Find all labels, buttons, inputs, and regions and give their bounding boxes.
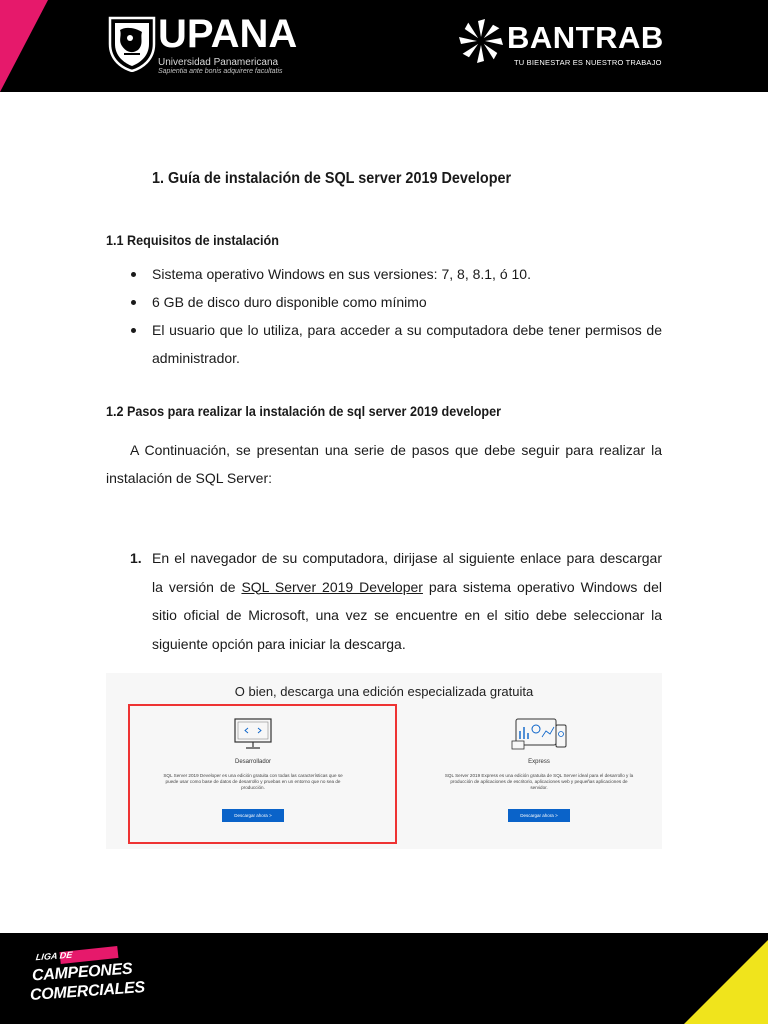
express-edition-card [414,709,664,839]
header-pink-corner [0,0,48,92]
document-title: 1. Guía de instalación de SQL server 2019 Developer [152,170,512,187]
devices-chart-icon [510,717,570,751]
list-item [131,316,691,372]
page-footer [0,933,768,1024]
section-heading-pasos: 1.2 Pasos para realizar la instalación de sql server 2019 developer [106,403,502,419]
upana-subtitle: Universidad Panamericana [158,57,279,68]
logo-line-1: LIGA DE [35,949,73,963]
list-item-text: El usuario que lo utiliza, para acceder a su computadora debe tener permisos de administrador. [152,322,662,366]
list-item-text: Sistema operativo Windows en sus versiones: 7, 8, 8.1, ó 10. [152,266,531,282]
bantrab-star-icon [456,16,506,66]
bantrab-tagline: TU BIENESTAR ES NUESTRO TRABAJO [514,58,662,67]
requirements-list [131,260,691,372]
card-description: SQL Server 2019 Express es una edición gratuita de SQL Server ideal para el desarrollo y la producción de aplicaciones de escritorio, aplicaciones web y pequeñas aplicaciones de servidor. [444,773,634,790]
card-label: Desarrollador [234,759,271,765]
logo-line-3: COMERCIALES [29,979,146,1004]
upana-name: UPANA [158,12,298,56]
list-item-text: 6 GB de disco duro disponible como mínimo [152,294,427,310]
footer-yellow-corner [684,940,768,1024]
download-express-button[interactable]: Descargar ahora > [508,809,570,822]
bullet-icon [131,328,136,333]
sql-server-developer-link[interactable]: SQL Server 2019 Developer [241,578,423,595]
upana-logo [100,10,298,80]
card-description: SQL Server 2019 Developer es una edición gratuita con todas las características que se puede usar como base de datos de desarrollo y pruebas en un entorno que no sea de producción. [163,773,343,790]
step-text-after: para sistema operativo Windows del sitio oficial de Microsoft, una vez se encuentre en el sitio debe seleccionar la siguiente opción para iniciar la descarga. [152,578,662,652]
intro-paragraph: A Continuación, se presentan una serie de pasos que debe seguir para realizar la instalación de SQL Server: [106,442,662,486]
bullet-icon [131,272,136,277]
screenshot-title: O bien, descarga una edición especializada gratuita [234,684,534,699]
step-number: 1. [130,550,142,566]
upana-seal-icon [106,14,158,72]
upana-motto: Sapientia ante bonis adquirere facultatis [158,68,283,75]
download-developer-button[interactable]: Descargar ahora > [222,809,284,822]
bullet-icon [131,300,136,305]
card-label: Express [528,759,550,765]
bantrab-logo [456,14,671,74]
list-item [131,260,691,288]
developer-highlight-box [128,704,397,844]
step-text [152,544,662,658]
bantrab-name: BANTRAB [507,20,664,55]
section-heading-requisitos: 1.1 Requisitos de instalación [106,232,279,248]
list-item [131,288,691,316]
page-header [0,0,768,92]
logo-line-2: CAMPEONES [31,960,133,985]
liga-campeones-logo [24,945,146,1013]
step-text-before: En el navegador de su computadora, dirijase al siguiente enlace para descargar la versión de [152,550,662,595]
